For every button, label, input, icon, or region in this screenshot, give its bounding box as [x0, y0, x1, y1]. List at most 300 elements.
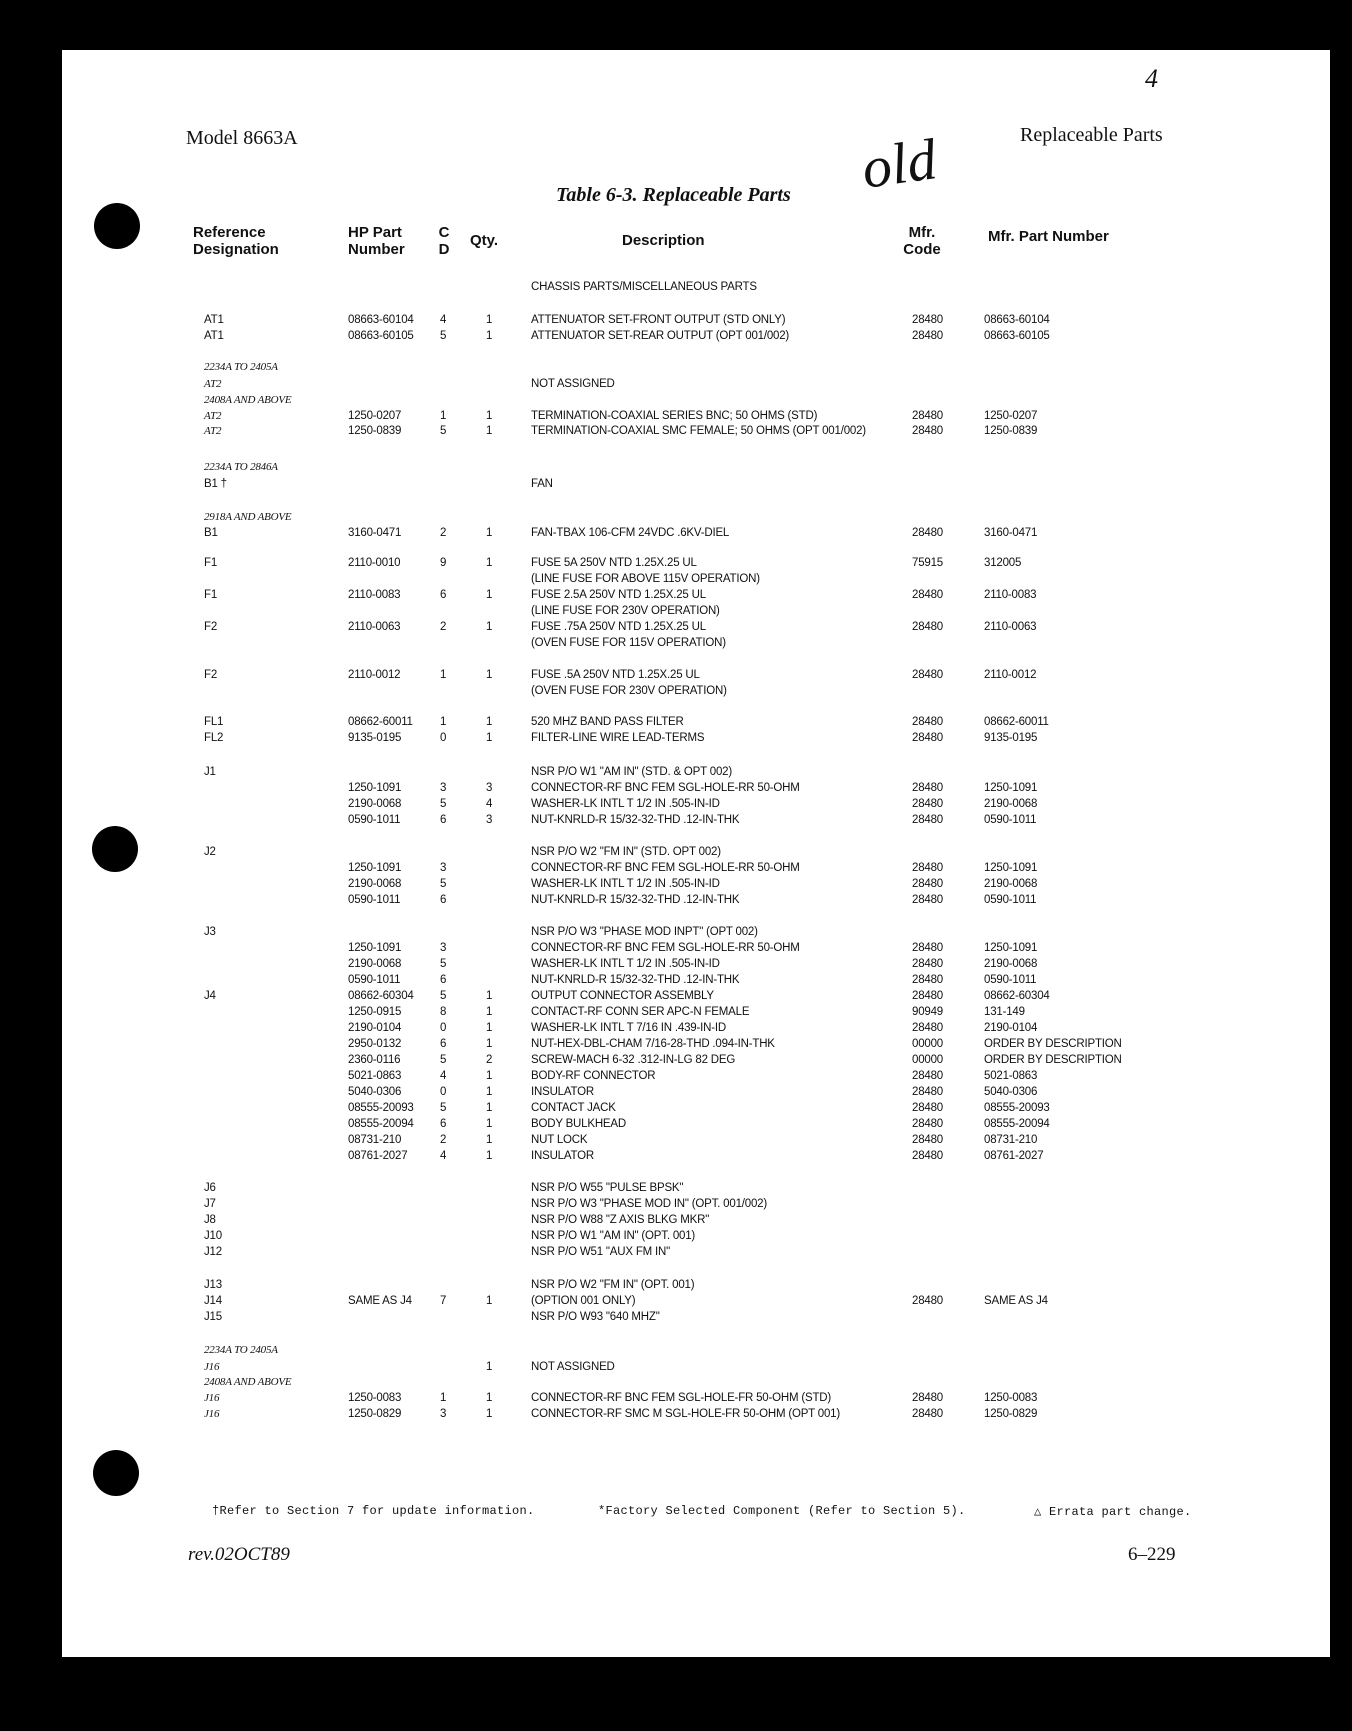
qty-cell: 1: [486, 621, 493, 633]
cd-cell: 0: [440, 1086, 447, 1098]
reference-cell: J6: [204, 1182, 216, 1194]
hp-part-cell: 2190-0068: [348, 798, 402, 810]
description-cell: (OVEN FUSE FOR 230V OPERATION): [531, 685, 727, 697]
mfr-part-number-cell: 08555-20094: [984, 1118, 1050, 1130]
description-cell: FUSE .75A 250V NTD 1.25X.25 UL: [531, 621, 706, 633]
document-page: [62, 50, 1330, 1657]
description-cell: 520 MHZ BAND PASS FILTER: [531, 716, 684, 728]
mfr-code-cell: 28480: [912, 716, 943, 728]
hp-part-cell: 2950-0132: [348, 1038, 402, 1050]
qty-cell: 1: [486, 1086, 493, 1098]
mfr-part-number-cell: 2190-0104: [984, 1022, 1038, 1034]
description-cell: NSR P/O W1 "AM IN" (STD. & OPT 002): [531, 766, 732, 778]
reference-cell: J2: [204, 846, 216, 858]
hp-part-cell: 2110-0063: [348, 621, 401, 633]
binder-hole: [93, 1450, 139, 1496]
qty-cell: 1: [486, 669, 493, 681]
description-cell: FUSE 2.5A 250V NTD 1.25X.25 UL: [531, 589, 706, 601]
description-cell: FILTER-LINE WIRE LEAD-TERMS: [531, 732, 705, 744]
hp-part-cell: 08663-60104: [348, 314, 414, 326]
hp-part-cell: 1250-0207: [348, 410, 402, 422]
mfr-code-cell: 28480: [912, 1408, 943, 1420]
mfr-part-number-cell: 0590-1011: [984, 894, 1037, 906]
hp-part-cell: 1250-0083: [348, 1392, 402, 1404]
hp-part-cell: 08663-60105: [348, 330, 414, 342]
mfr-part-number-cell: 5021-0863: [984, 1070, 1038, 1082]
description-cell: (LINE FUSE FOR 230V OPERATION): [531, 605, 720, 617]
reference-cell: 2234A TO 2405A: [204, 1344, 278, 1356]
hp-part-cell: 2190-0104: [348, 1022, 402, 1034]
hp-part-cell: 3160-0471: [348, 527, 402, 539]
description-cell: BODY-RF CONNECTOR: [531, 1070, 656, 1082]
qty-cell: 1: [486, 557, 493, 569]
table-row: [62, 1116, 1330, 1132]
table-row: [62, 876, 1330, 892]
mfr-part-number-cell: 2190-0068: [984, 958, 1038, 970]
hp-part-cell: 0590-1011: [348, 974, 401, 986]
reference-cell: AT1: [204, 330, 224, 342]
reference-cell: FL2: [204, 732, 224, 744]
reference-cell: J16: [204, 1408, 220, 1420]
table-row: [62, 312, 1330, 328]
mfr-part-number-cell: 5040-0306: [984, 1086, 1038, 1098]
hp-part-cell: SAME AS J4: [348, 1295, 412, 1307]
model-heading: Model 8663A: [186, 127, 298, 149]
column-header-hp-part: HP Part Number: [348, 224, 405, 258]
table-row: [62, 892, 1330, 908]
cd-cell: 2: [440, 527, 447, 539]
description-cell: WASHER-LK INTL T 1/2 IN .505-IN-ID: [531, 878, 720, 890]
mfr-part-number-cell: 131-149: [984, 1006, 1025, 1018]
hp-part-cell: 1250-1091: [348, 862, 402, 874]
reference-cell: F1: [204, 589, 218, 601]
table-row: [62, 603, 1330, 619]
hp-part-cell: 1250-1091: [348, 782, 402, 794]
cd-cell: 4: [440, 1070, 447, 1082]
qty-cell: 1: [486, 1408, 493, 1420]
mfr-part-number-cell: ORDER BY DESCRIPTION: [984, 1054, 1122, 1066]
cd-cell: 9: [440, 557, 447, 569]
mfr-code-cell: 28480: [912, 732, 943, 744]
cd-cell: 3: [440, 782, 447, 794]
table-row: [62, 764, 1330, 780]
mfr-code-cell: 28480: [912, 958, 943, 970]
table-row: [62, 1390, 1330, 1406]
cd-cell: 2: [440, 621, 447, 633]
cd-cell: 5: [440, 798, 447, 810]
reference-cell: J13: [204, 1279, 222, 1291]
mfr-code-cell: 28480: [912, 314, 943, 326]
mfr-part-number-cell: 08761-2027: [984, 1150, 1044, 1162]
cd-cell: 1: [440, 1392, 447, 1404]
qty-cell: 1: [486, 410, 493, 422]
mfr-code-cell: 75915: [912, 557, 943, 569]
table-row: [62, 924, 1330, 940]
table-row: [62, 392, 1330, 408]
table-row: [62, 376, 1330, 392]
description-cell: NOT ASSIGNED: [531, 378, 615, 390]
description-cell: FUSE 5A 250V NTD 1.25X.25 UL: [531, 557, 697, 569]
table-row: [62, 667, 1330, 683]
qty-cell: 1: [486, 1392, 493, 1404]
reference-cell: J12: [204, 1246, 222, 1258]
description-cell: NSR P/O W51 "AUX FM IN": [531, 1246, 671, 1258]
mfr-part-number-cell: 1250-0207: [984, 410, 1038, 422]
cd-cell: 1: [440, 716, 447, 728]
table-row: [62, 844, 1330, 860]
hp-part-cell: 2190-0068: [348, 878, 402, 890]
table-row: [62, 359, 1330, 375]
hp-part-cell: 5021-0863: [348, 1070, 402, 1082]
reference-cell: F2: [204, 621, 218, 633]
hp-part-cell: 9135-0195: [348, 732, 402, 744]
hp-part-cell: 08662-60011: [348, 716, 413, 728]
table-row: [62, 1052, 1330, 1068]
cd-cell: 6: [440, 974, 447, 986]
mfr-part-number-cell: 0590-1011: [984, 814, 1037, 826]
table-row: [62, 812, 1330, 828]
reference-cell: F1: [204, 557, 218, 569]
table-row: [62, 714, 1330, 730]
description-cell: CONNECTOR-RF BNC FEM SGL-HOLE-RR 50-OHM: [531, 782, 800, 794]
mfr-part-number-cell: 0590-1011: [984, 974, 1037, 986]
qty-cell: 1: [486, 1295, 493, 1307]
table-row: [62, 1212, 1330, 1228]
reference-cell: 2408A AND ABOVE: [204, 1376, 292, 1388]
reference-cell: J1: [204, 766, 216, 778]
description-cell: SCREW-MACH 6-32 .312-IN-LG 82 DEG: [531, 1054, 736, 1066]
description-cell: (OVEN FUSE FOR 115V OPERATION): [531, 637, 726, 649]
description-cell: CONNECTOR-RF BNC FEM SGL-HOLE-RR 50-OHM: [531, 862, 800, 874]
mfr-part-number-cell: 08555-20093: [984, 1102, 1050, 1114]
cd-cell: 2: [440, 1134, 447, 1146]
cd-cell: 0: [440, 1022, 447, 1034]
description-cell: ATTENUATOR SET-FRONT OUTPUT (STD ONLY): [531, 314, 786, 326]
table-row: [62, 571, 1330, 587]
mfr-part-number-cell: 2110-0083: [984, 589, 1037, 601]
cd-cell: 1: [440, 410, 447, 422]
description-cell: OUTPUT CONNECTOR ASSEMBLY: [531, 990, 714, 1002]
reference-cell: J8: [204, 1214, 216, 1226]
mfr-code-cell: 28480: [912, 1102, 943, 1114]
qty-cell: 1: [486, 425, 493, 437]
mfr-code-cell: 28480: [912, 410, 943, 422]
column-header-mfr-part-number: Mfr. Part Number: [988, 228, 1109, 245]
cd-cell: 5: [440, 330, 447, 342]
qty-cell: 1: [486, 1118, 493, 1130]
description-cell: NSR P/O W1 "AM IN" (OPT. 001): [531, 1230, 696, 1242]
column-header-reference: Reference Designation: [193, 224, 279, 258]
hp-part-cell: 1250-0839: [348, 425, 402, 437]
mfr-code-cell: 28480: [912, 990, 943, 1002]
mfr-part-number-cell: 08662-60011: [984, 716, 1049, 728]
mfr-code-cell: 28480: [912, 1070, 943, 1082]
table-row: [62, 635, 1330, 651]
table-row: [62, 1406, 1330, 1422]
description-cell: NSR P/O W93 "640 MHZ": [531, 1311, 660, 1323]
description-cell: CONNECTOR-RF BNC FEM SGL-HOLE-RR 50-OHM: [531, 942, 800, 954]
description-cell: INSULATOR: [531, 1086, 594, 1098]
table-row: [62, 1244, 1330, 1260]
hp-part-cell: 0590-1011: [348, 814, 401, 826]
description-cell: NUT-KNRLD-R 15/32-32-THD .12-IN-THK: [531, 894, 740, 906]
description-cell: TERMINATION-COAXIAL SERIES BNC; 50 OHMS (STD): [531, 410, 818, 422]
description-cell: BODY BULKHEAD: [531, 1118, 626, 1130]
mfr-part-number-cell: 1250-1091: [984, 782, 1038, 794]
binder-hole: [94, 203, 140, 249]
mfr-part-number-cell: 2190-0068: [984, 878, 1038, 890]
table-row: [62, 525, 1330, 541]
mfr-part-number-cell: 1250-0083: [984, 1392, 1038, 1404]
table-row: [62, 1277, 1330, 1293]
description-cell: WASHER-LK INTL T 1/2 IN .505-IN-ID: [531, 958, 720, 970]
cd-cell: 4: [440, 1150, 447, 1162]
mfr-part-number-cell: ORDER BY DESCRIPTION: [984, 1038, 1122, 1050]
qty-cell: 3: [486, 814, 493, 826]
footnote-errata: △ Errata part change.: [1034, 1505, 1192, 1519]
table-row: [62, 476, 1330, 492]
mfr-code-cell: 00000: [912, 1054, 943, 1066]
cd-cell: 7: [440, 1295, 447, 1307]
table-title: Table 6-3. Replaceable Parts: [556, 184, 791, 206]
parts-table: [62, 50, 1330, 1657]
description-cell: CONTACT-RF CONN SER APC-N FEMALE: [531, 1006, 750, 1018]
table-row: [62, 730, 1330, 746]
mfr-part-number-cell: 2190-0068: [984, 798, 1038, 810]
hp-part-cell: 1250-0915: [348, 1006, 402, 1018]
reference-cell: AT2: [204, 425, 222, 437]
reference-cell: J16: [204, 1361, 220, 1373]
description-cell: WASHER-LK INTL T 1/2 IN .505-IN-ID: [531, 798, 720, 810]
reference-cell: AT1: [204, 314, 224, 326]
table-row: [62, 780, 1330, 796]
cd-cell: 3: [440, 942, 447, 954]
table-row: [62, 1100, 1330, 1116]
description-cell: CHASSIS PARTS/MISCELLANEOUS PARTS: [531, 281, 757, 293]
description-cell: CONNECTOR-RF BNC FEM SGL-HOLE-FR 50-OHM (STD): [531, 1392, 832, 1404]
description-cell: NUT-KNRLD-R 15/32-32-THD .12-IN-THK: [531, 974, 740, 986]
table-row: [62, 1228, 1330, 1244]
footnote-factory-selected: *Factory Selected Component (Refer to Section 5).: [598, 1504, 966, 1518]
description-cell: NSR P/O W55 "PULSE BPSK": [531, 1182, 684, 1194]
description-cell: NUT-HEX-DBL-CHAM 7/16-28-THD .094-IN-THK: [531, 1038, 775, 1050]
cd-cell: 6: [440, 589, 447, 601]
cd-cell: 6: [440, 1118, 447, 1130]
cd-cell: 5: [440, 425, 447, 437]
qty-cell: 1: [486, 716, 493, 728]
table-row: [62, 683, 1330, 699]
table-row: [62, 796, 1330, 812]
table-row: [62, 1293, 1330, 1309]
qty-cell: 1: [486, 1006, 493, 1018]
hp-part-cell: 2360-0116: [348, 1054, 401, 1066]
qty-cell: 1: [486, 732, 493, 744]
hp-part-cell: 08761-2027: [348, 1150, 408, 1162]
reference-cell: B1 †: [204, 478, 227, 490]
reference-cell: 2408A AND ABOVE: [204, 394, 292, 406]
mfr-code-cell: 28480: [912, 527, 943, 539]
mfr-code-cell: 28480: [912, 814, 943, 826]
mfr-part-number-cell: 1250-1091: [984, 862, 1038, 874]
table-row: [62, 1004, 1330, 1020]
hp-part-cell: 1250-0829: [348, 1408, 402, 1420]
mfr-code-cell: 28480: [912, 1118, 943, 1130]
section-heading: Replaceable Parts: [1020, 124, 1163, 146]
table-row: [62, 972, 1330, 988]
mfr-code-cell: 28480: [912, 782, 943, 794]
mfr-code-cell: 28480: [912, 798, 943, 810]
cd-cell: 0: [440, 732, 447, 744]
qty-cell: 1: [486, 527, 493, 539]
column-header-description: Description: [622, 232, 705, 249]
hp-part-cell: 0590-1011: [348, 894, 401, 906]
hp-part-cell: 2110-0083: [348, 589, 401, 601]
description-cell: NUT LOCK: [531, 1134, 588, 1146]
hp-part-cell: 08731-210: [348, 1134, 402, 1146]
mfr-code-cell: 28480: [912, 1295, 943, 1307]
cd-cell: 4: [440, 314, 447, 326]
table-row: [62, 1359, 1330, 1375]
binder-hole: [92, 826, 138, 872]
reference-cell: J3: [204, 926, 216, 938]
description-cell: INSULATOR: [531, 1150, 594, 1162]
table-row: [62, 860, 1330, 876]
mfr-part-number-cell: 1250-1091: [984, 942, 1038, 954]
table-row: [62, 423, 1330, 439]
mfr-code-cell: 28480: [912, 1022, 943, 1034]
qty-cell: 3: [486, 782, 493, 794]
reference-cell: J14: [204, 1295, 222, 1307]
mfr-code-cell: 00000: [912, 1038, 943, 1050]
table-row: [62, 1068, 1330, 1084]
cd-cell: 3: [440, 862, 447, 874]
reference-cell: J7: [204, 1198, 216, 1210]
table-row: [62, 1180, 1330, 1196]
cd-cell: 5: [440, 1054, 447, 1066]
description-cell: CONTACT JACK: [531, 1102, 616, 1114]
description-cell: ATTENUATOR SET-REAR OUTPUT (OPT 001/002): [531, 330, 790, 342]
mfr-code-cell: 28480: [912, 1150, 943, 1162]
mfr-part-number-cell: 08731-210: [984, 1134, 1038, 1146]
mfr-code-cell: 28480: [912, 1134, 943, 1146]
mfr-code-cell: 28480: [912, 330, 943, 342]
handwritten-note: old: [857, 126, 941, 201]
qty-cell: 1: [486, 1022, 493, 1034]
description-cell: NOT ASSIGNED: [531, 1361, 615, 1373]
mfr-part-number-cell: 1250-0829: [984, 1408, 1038, 1420]
description-cell: (LINE FUSE FOR ABOVE 115V OPERATION): [531, 573, 760, 585]
mfr-part-number-cell: 08663-60104: [984, 314, 1050, 326]
hp-part-cell: 2110-0012: [348, 669, 401, 681]
column-header-mfr-code: Mfr. Code: [903, 224, 941, 258]
mfr-code-cell: 28480: [912, 974, 943, 986]
description-cell: WASHER-LK INTL T 7/16 IN .439-IN-ID: [531, 1022, 726, 1034]
reference-cell: 2918A AND ABOVE: [204, 511, 292, 523]
description-cell: NUT-KNRLD-R 15/32-32-THD .12-IN-THK: [531, 814, 740, 826]
reference-cell: F2: [204, 669, 218, 681]
hp-part-cell: 1250-1091: [348, 942, 402, 954]
table-row: [62, 619, 1330, 635]
qty-cell: 1: [486, 314, 493, 326]
column-header-qty: Qty.: [470, 232, 499, 249]
mfr-part-number-cell: 08663-60105: [984, 330, 1050, 342]
mfr-code-cell: 28480: [912, 621, 943, 633]
page-number: 6–229: [1128, 1544, 1176, 1565]
reference-cell: AT2: [204, 378, 222, 390]
qty-cell: 4: [486, 798, 493, 810]
reference-cell: FL1: [204, 716, 224, 728]
mfr-part-number-cell: 2110-0012: [984, 669, 1037, 681]
description-cell: TERMINATION-COAXIAL SMC FEMALE; 50 OHMS (OPT 001/002): [531, 425, 866, 437]
reference-cell: J4: [204, 990, 216, 1002]
qty-cell: 1: [486, 1150, 493, 1162]
qty-cell: 1: [486, 990, 493, 1002]
cd-cell: 5: [440, 958, 447, 970]
hp-part-cell: 5040-0306: [348, 1086, 402, 1098]
mfr-code-cell: 28480: [912, 862, 943, 874]
qty-cell: 1: [486, 1361, 493, 1373]
mfr-code-cell: 28480: [912, 894, 943, 906]
cd-cell: 5: [440, 990, 447, 1002]
hp-part-cell: 2110-0010: [348, 557, 401, 569]
table-row: [62, 956, 1330, 972]
description-cell: CONNECTOR-RF SMC M SGL-HOLE-FR 50-OHM (OPT 001): [531, 1408, 841, 1420]
description-cell: FAN-TBAX 106-CFM 24VDC .6KV-DIEL: [531, 527, 730, 539]
qty-cell: 1: [486, 330, 493, 342]
table-row: [62, 1148, 1330, 1164]
table-row: [62, 587, 1330, 603]
qty-cell: 1: [486, 1102, 493, 1114]
table-row: [62, 328, 1330, 344]
handwritten-page-mark: 4: [1145, 64, 1158, 93]
mfr-part-number-cell: SAME AS J4: [984, 1295, 1048, 1307]
mfr-code-cell: 90949: [912, 1006, 943, 1018]
description-cell: NSR P/O W88 "Z AXIS BLKG MKR": [531, 1214, 710, 1226]
reference-cell: B1: [204, 527, 218, 539]
mfr-part-number-cell: 9135-0195: [984, 732, 1038, 744]
table-row: [62, 459, 1330, 475]
qty-cell: 1: [486, 1038, 493, 1050]
mfr-code-cell: 28480: [912, 1086, 943, 1098]
revision-date: rev.02OCT89: [188, 1544, 290, 1565]
cd-cell: 6: [440, 894, 447, 906]
table-row: [62, 279, 1330, 295]
cd-cell: 5: [440, 878, 447, 890]
hp-part-cell: 08662-60304: [348, 990, 414, 1002]
table-row: [62, 1309, 1330, 1325]
reference-cell: 2234A TO 2846A: [204, 461, 278, 473]
description-cell: NSR P/O W3 "PHASE MOD IN" (OPT. 001/002): [531, 1198, 767, 1210]
description-cell: NSR P/O W3 "PHASE MOD INPT" (OPT 002): [531, 926, 758, 938]
table-row: [62, 1374, 1330, 1390]
mfr-code-cell: 28480: [912, 878, 943, 890]
table-row: [62, 1132, 1330, 1148]
mfr-code-cell: 28480: [912, 942, 943, 954]
table-row: [62, 555, 1330, 571]
description-cell: NSR P/O W2 "FM IN" (OPT. 001): [531, 1279, 695, 1291]
table-row: [62, 1342, 1330, 1358]
mfr-code-cell: 28480: [912, 425, 943, 437]
mfr-part-number-cell: 312005: [984, 557, 1022, 569]
reference-cell: AT2: [204, 410, 222, 422]
mfr-part-number-cell: 08662-60304: [984, 990, 1050, 1002]
reference-cell: J16: [204, 1392, 220, 1404]
table-row: [62, 1196, 1330, 1212]
qty-cell: 2: [486, 1054, 493, 1066]
hp-part-cell: 08555-20093: [348, 1102, 414, 1114]
table-row: [62, 1084, 1330, 1100]
table-row: [62, 988, 1330, 1004]
